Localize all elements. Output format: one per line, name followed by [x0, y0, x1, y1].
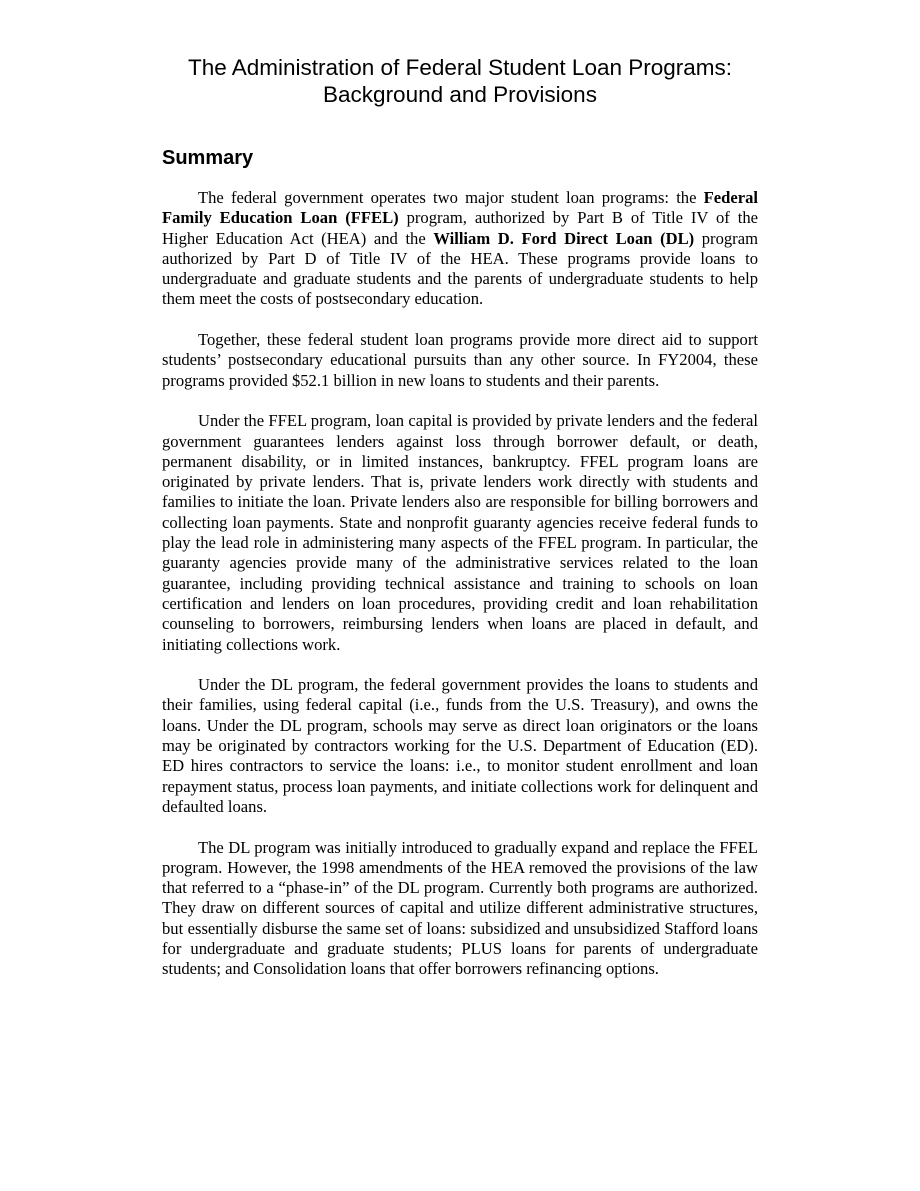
summary-paragraph-3: Under the FFEL program, loan capital is provided by private lenders and the federal government guarantees lenders against loss through borrower default, or death, permanent disability, or in limited instances, bankruptcy. FFEL program loans are originated by private lenders. That is, private lenders work directly with students and families to initiate the loan. Private lenders also are responsible for billing borrowers and collecting loan payments. State and nonprofit guaranty agencies receive federal funds to play the lead role in administering many aspects of the FFEL program. In particular, the guaranty agencies provide many of the administrative services related to the loan guarantee, including providing technical assistance and training to schools on loan certification and lenders on loan procedures, providing credit and loan rehabilitation counseling to borrowers, reimbursing lenders when loans are placed in default, and initiating collections work. — [162, 411, 758, 654]
title-line-1: The Administration of Federal Student Loan Programs: — [187, 55, 733, 80]
summary-paragraph-2: Together, these federal student loan programs provide more direct aid to support students’ postsecondary educational pursuits than any other source. In FY2004, these programs provided $52.1 billion in new loans to students and their parents. — [162, 330, 758, 390]
p1-bold-dl: William D. Ford Direct Loan (DL) — [433, 228, 695, 248]
summary-paragraph-5: The DL program was initially introduced to gradually expand and replace the FFEL program. However, the 1998 amendments of the HEA removed the provisions of the law that referred to a “phase-in” of the DL program. Currently both programs are authorized. They draw on different sources of capital and utilize different administrative structures, but essentially disburse the same set of loans: subsidized and unsubsidized Stafford loans for undergraduate and graduate students; PLUS loans for parents of undergraduate students; and Consolidation loans that offer borrowers refinancing options. — [162, 837, 758, 979]
document-title — [162, 54, 758, 108]
p1-text-1: The federal government operates two major student loan programs: the — [198, 188, 704, 207]
summary-paragraph-4: Under the DL program, the federal government provides the loans to students and their families, using federal capital (i.e., funds from the U.S. Treasury), and owns the loans. Under the DL program, schools may serve as direct loan originators or the loans may be originated by contractors working for the U.S. Department of Education (ED). ED hires contractors to service the loans: i.e., to monitor student enrollment and loan repayment status, process loan payments, and initiate collections work for delinquent and defaulted loans. — [162, 675, 758, 816]
p1-text-3: program authorized by Part D of Title IV of the HEA. These programs provide loans to undergraduate and graduate students and the parents of undergraduate students to help them meet the costs of postsecondary education. — [162, 228, 758, 309]
summary-heading: Summary — [162, 147, 254, 169]
summary-paragraph-1 — [162, 188, 758, 310]
p1-bold-ffel: Federal Family Education Loan (FFEL) — [162, 188, 758, 228]
p1-text-2: program, authorized by Part B of Title IV of the Higher Education Act (HEA) and the — [162, 208, 758, 248]
title-line-2: Background and Provisions — [323, 82, 597, 107]
document-page — [162, 54, 758, 980]
